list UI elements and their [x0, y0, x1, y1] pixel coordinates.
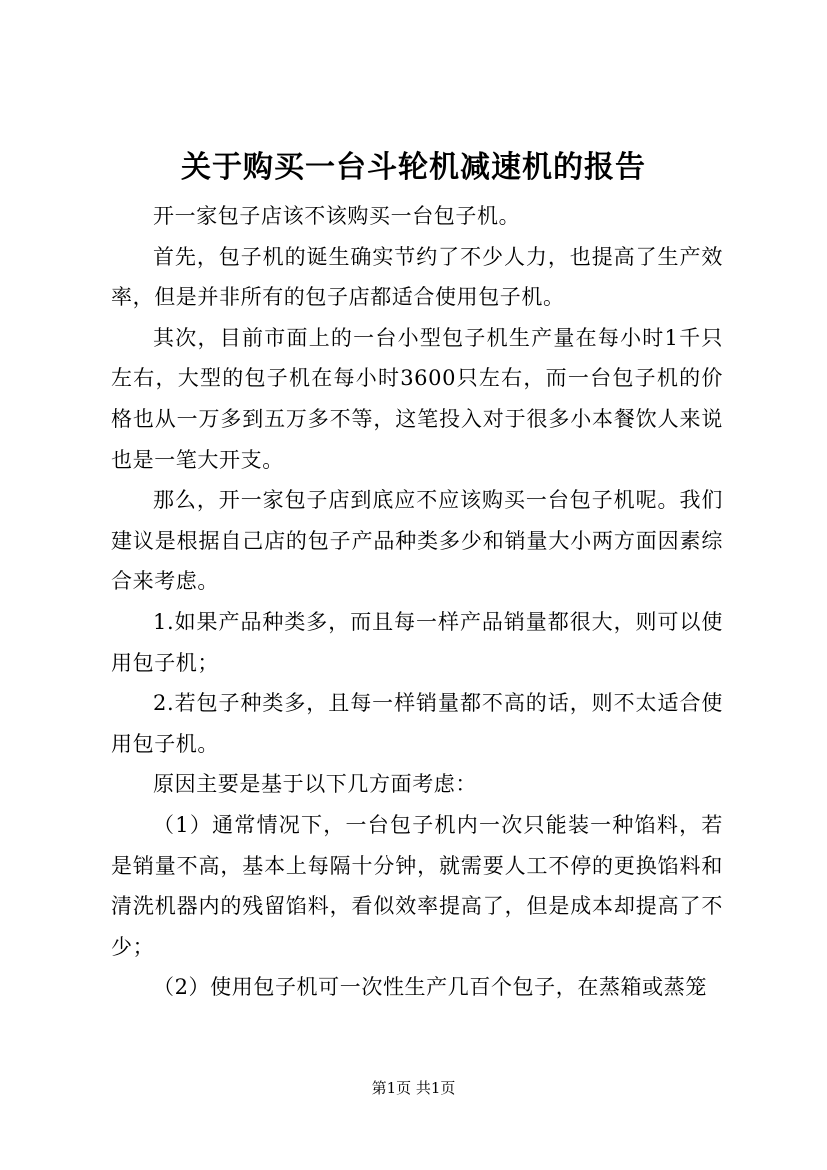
paragraph: 开一家包子店该不该购买一台包子机。 — [153, 204, 521, 228]
paragraph: 首先，包子机的诞生确实节约了不少人力，也提高了生产效率，但是并非所有的包子店都适合使用包子机。 — [111, 244, 723, 310]
paragraph: （1）通常情况下，一台包子机内一次只能装一种馅料，若是销量不高，基本上每隔十分钟，就需要人工不停的更换馅料和清洗机器内的残留馅料，看似效率提高了，但是成本却提高了不少； — [111, 812, 723, 959]
paragraph: 其次，目前市面上的一台小型包子机生产量在每小时1千只左右，大型的包子机在每小时3600只左右，而一台包子机的价格也从一万多到五万多不等，这笔投入对于很多小本餐饮人来说也是一笔大开支。 — [111, 325, 723, 472]
paragraph: 1.如果产品种类多，而且每一样产品销量都很大，则可以使用包子机； — [111, 609, 723, 675]
paragraph: 2.若包子种类多，且每一样销量都不高的话，则不太适合使用包子机。 — [111, 691, 723, 756]
document-title: 关于购买一台斗轮机减速机的报告 — [181, 150, 646, 185]
paragraph: （2）使用包子机可一次性生产几百个包子，在蒸箱或蒸笼 — [153, 975, 707, 1000]
page-number-footer: 第1页 共1页 — [371, 1079, 456, 1097]
paragraph: 那么，开一家包子店到底应不应该购买一台包子机呢。我们建议是根据自己店的包子产品种类多少和销量大小两方面因素综合来考虑。 — [111, 488, 723, 594]
document-body — [111, 196, 723, 1008]
paragraph: 原因主要是基于以下几方面考虑： — [153, 772, 477, 797]
